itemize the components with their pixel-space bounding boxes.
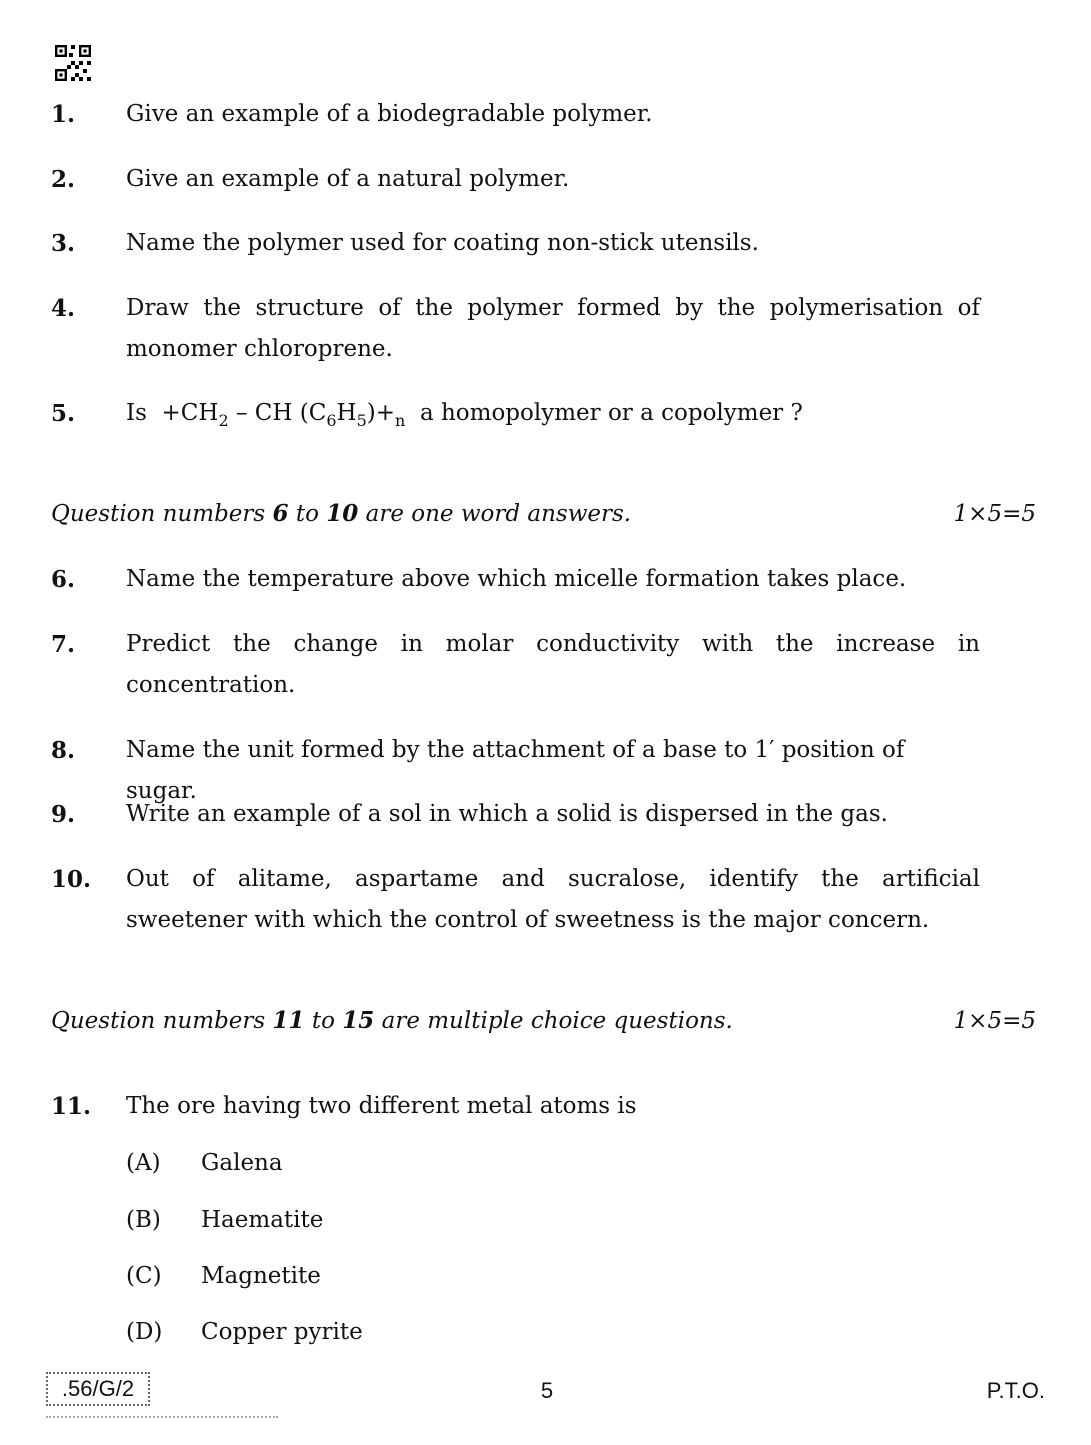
qr-code-icon (55, 45, 91, 81)
question-text: Write an example of a sol in which a solid is dispersed in the gas. (126, 801, 888, 827)
polystyrene-formula (161, 400, 406, 430)
question-number: 4. (51, 295, 76, 322)
option-text: Copper pyrite (201, 1319, 363, 1345)
question-6 (51, 559, 1036, 600)
option-label: (B) (126, 1207, 161, 1233)
formula-bond-close: + (375, 400, 396, 426)
question-text: Name the temperature above which micelle formation takes place. (126, 566, 907, 592)
question-4 (51, 288, 1036, 370)
section-text: are one word answers. (358, 501, 632, 527)
question-number: 8. (51, 737, 76, 764)
question-9 (51, 794, 1036, 835)
question-number: 7. (51, 631, 76, 658)
question-number: 10. (51, 866, 92, 893)
question-text: Out of alitame, aspartame and sucralose, identify the artificial sweetener with which the control of sweetness is the major concern. (126, 866, 980, 933)
formula-bond-open: + (161, 400, 181, 426)
section-from: 6 (272, 500, 289, 527)
question-number: 1. (51, 101, 76, 128)
option-a (126, 1148, 283, 1178)
paper-code: .56/G/2 (46, 1372, 150, 1406)
question-text: Predict the change in molar conductivity with the increase in concentration. (126, 631, 980, 698)
question-text-pre: Is (126, 400, 147, 426)
section-text: are multiple choice questions. (374, 1008, 733, 1034)
question-text (126, 393, 980, 434)
option-text: Magnetite (201, 1263, 321, 1289)
section-heading-6-10 (51, 499, 1036, 529)
option-text: Galena (201, 1150, 283, 1176)
option-c (126, 1261, 321, 1291)
question-text: Give an example of a natural polymer. (126, 166, 570, 192)
question-number: 3. (51, 230, 76, 257)
footer-dotted-line (46, 1416, 278, 1420)
question-5 (51, 393, 1036, 434)
question-number: 2. (51, 166, 76, 193)
question-text: The ore having two different metal atoms is (126, 1093, 637, 1119)
formula-n: n (395, 411, 406, 430)
formula-dash: – CH (C (228, 400, 327, 426)
option-label: (A) (126, 1150, 161, 1176)
section-to: 15 (342, 1007, 375, 1034)
formula-c-sub: 6 (326, 411, 337, 430)
page-number: 5 (540, 1378, 554, 1403)
question-number: 9. (51, 801, 76, 828)
section-to: 10 (326, 500, 359, 527)
section-marks: 1×5=5 (953, 1008, 1036, 1034)
formula-ch2-sub: 2 (218, 411, 229, 430)
question-1 (51, 94, 1036, 135)
section-text: Question numbers (51, 501, 273, 527)
question-number: 11. (51, 1093, 92, 1120)
section-text: to (288, 501, 327, 527)
option-label: (C) (126, 1263, 162, 1289)
question-text: Draw the structure of the polymer formed by the polymerisation of monomer chloroprene. (126, 295, 980, 362)
please-turn-over: P.T.O. (986, 1378, 1045, 1403)
question-3 (51, 223, 1036, 264)
option-label: (D) (126, 1319, 163, 1345)
question-10 (51, 859, 1036, 941)
question-7 (51, 624, 1036, 706)
question-number: 5. (51, 400, 76, 427)
question-number: 6. (51, 566, 76, 593)
section-heading-11-15 (51, 1006, 1036, 1036)
question-text-post: a homopolymer or a copolymer ? (419, 400, 803, 426)
section-from: 11 (272, 1007, 305, 1034)
section-text: Question numbers (51, 1008, 273, 1034)
formula-close: ) (366, 400, 376, 426)
formula-h-sub: 5 (356, 411, 367, 430)
question-text: Name the unit formed by the attachment of a base to 1′ position of sugar. (126, 737, 905, 804)
option-d (126, 1317, 363, 1347)
formula-h: H (336, 400, 357, 426)
section-text: to (304, 1008, 343, 1034)
section-marks: 1×5=5 (953, 501, 1036, 527)
question-text: Give an example of a biodegradable polymer. (126, 101, 653, 127)
question-2 (51, 159, 1036, 200)
option-b (126, 1205, 323, 1235)
question-text: Name the polymer used for coating non-stick utensils. (126, 230, 759, 256)
question-11 (51, 1086, 1036, 1127)
formula-ch2: CH (180, 400, 219, 426)
option-text: Haematite (201, 1207, 324, 1233)
